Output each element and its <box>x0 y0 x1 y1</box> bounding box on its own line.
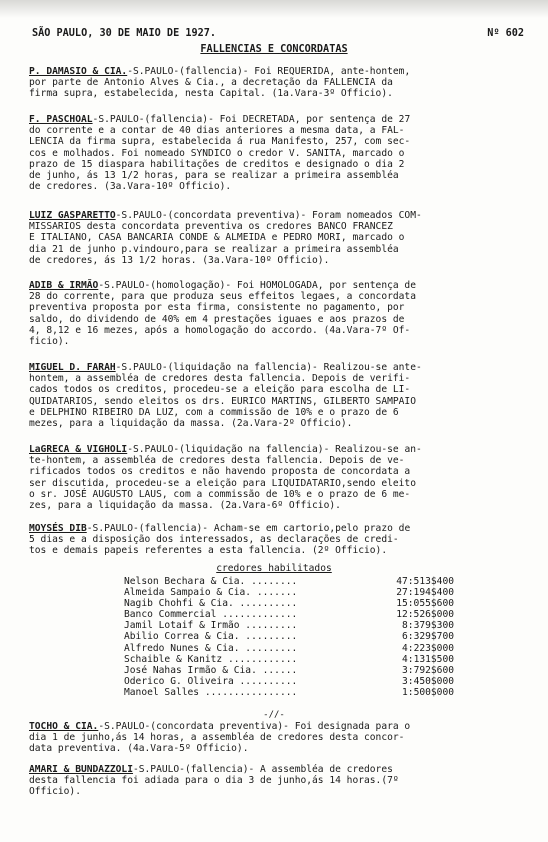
entry-name: MOYSÉS DIB <box>29 523 87 534</box>
creditor-row <box>124 643 454 654</box>
creditor-name: José Nahas Irmão & Cia. ...... <box>124 664 298 676</box>
entry-name: MIGUEL D. FARAH <box>29 362 116 373</box>
creditor-name: Manoel Salles ................ <box>124 686 298 698</box>
entry-text: -S.PAULO-(concordata preventiva)- Foram nomeados COM- MISSARIOS desta concordata preventiva os credores BANCO FRANCEZ E ITALIANO, CASA BANCARIA CONDE & ALMEIDA e PEDRO MORI, marcado o dia 21 de junho p.vindouro,para se realizar a primeira assembléa de credores, ás 13 1/2 horas. (3a.Vara-10º Officio). <box>29 210 422 266</box>
document-header <box>32 28 524 42</box>
creditor-name: Nagib Chohfi & Cia. .......... <box>124 598 298 610</box>
creditor-name: Almeida Sampaio & Cia. ....... <box>124 587 298 599</box>
creditor-amount: 4:223$000 <box>402 642 454 654</box>
creditor-amount: 6:329$700 <box>402 631 454 643</box>
creditor-amount: 4:131$500 <box>402 653 454 665</box>
entry-adib <box>29 280 529 347</box>
entry-text: -S.PAULO-(concordata preventiva)- Foi designada para o dia 1 de junho,ás 14 horas, a assembléa de credores desta concor- data preventiva. (4a.Vara-5º Officio). <box>29 721 411 755</box>
scan-top-edge <box>0 0 548 18</box>
creditor-name: Abilio Correa & Cia. ......... <box>124 631 298 643</box>
bulletin-number: Nº 602 <box>487 28 524 39</box>
creditor-amount: 1:500$000 <box>402 686 454 698</box>
creditor-row <box>124 631 454 642</box>
creditor-name: Banco Commercial ............. <box>124 609 298 621</box>
entry-text: -S.PAULO-(fallencia)- A assembléa de credores desta fallencia foi adiada para o dia 3 de junho,ás 14 horas.(7º Officio). <box>29 764 399 798</box>
entry-name: F. PASCHOAL <box>29 114 93 125</box>
creditor-row <box>124 587 454 598</box>
entry-text: -S.PAULO-(liquidação na fallencia)- Realizou-se an- te-hontem, a assembléa de credores desta fallencia. Depois de ve- rificados todos os creditos e não havendo proposta de concordata a ser discutida, procedeu-se a eleição para LIQUIDATARIO,sendo eleito o sr. JOSÉ AUGUSTO LAUS, com a commissão de 10% e o prazo de 6 me- zes, para a liquidação da massa. (2a.Vara-6º Officio). <box>29 444 422 512</box>
entry-moyses <box>29 523 529 557</box>
entry-text: -S.PAULO-(homologação)- Foi HOMOLOGADA, por sentença de 28 do corrente, para que produza seus effeitos legaes, a concordata preventiva proposta por esta firma, consistente no pagamento, por saldo, do dividendo de 40% em 4 prestações iguaes e aos prazos de 4, 8,12 e 16 mezes, após a homologação do accordo. (4a.Vara-7º Of- ficio). <box>29 280 416 348</box>
creditors-list <box>124 576 454 698</box>
creditor-row <box>124 576 454 587</box>
creditor-amount: 27:194$400 <box>396 587 454 599</box>
creditor-amount: 3:792$600 <box>402 664 454 676</box>
creditor-amount: 47:513$400 <box>396 576 454 587</box>
entry-tocho <box>29 721 529 755</box>
entry-damasio <box>29 66 529 100</box>
creditor-row <box>124 687 454 698</box>
header-date: SÃO PAULO, 30 DE MAIO DE 1927. <box>32 28 217 39</box>
creditor-row <box>124 609 454 620</box>
creditor-row <box>124 620 454 631</box>
entry-name: P. DAMASIO & CIA. <box>29 66 128 77</box>
creditor-name: Jamil Lotaif & Irmão ......... <box>124 620 298 632</box>
entry-farah <box>29 362 529 429</box>
entry-name: LUIZ GASPARETTO <box>29 210 116 221</box>
creditors-title: credores habilitados <box>216 563 332 574</box>
entry-text: -S.PAULO-(fallencia)- Foi DECRETADA, por sentença de 27 do corrente e a contar de 40 dias anteriores a mesma data, a FAL- LENCIA da firma supra, estabelecida á rua Manifesto, 257, com sec- cos e molhados. Foi nomeado SYNDICO o credor V. SANITA, marcado o prazo de 15 diaspara habilitações de creditos e designado o dia 2 de junho, ás 13 1/2 horas, para se realizar a primeira assembléa de credores. (3a.Vara-10º Officio). <box>29 114 411 193</box>
creditor-row <box>124 665 454 676</box>
section-title: FALLENCIAS E CONCORDATAS <box>200 44 348 55</box>
entry-text: -S.PAULO-(liquidação na fallencia)- Realizou-se ante- hontem, a assembléa de credores desta fallencia. Depois de verifi- cados todos os creditos, procedeu-se a eleição para escolha de LI- QUIDATARIOS, sendo eleitos os drs. EURICO MARTINS, GILBERTO SAMPAIO e DELPHINO RIBEIRO DA LUZ, com a commissão de 10% e o prazo de 6 mezes, para a liquidação da massa. (2a.Vara-2º Officio). <box>29 362 422 430</box>
creditor-name: Alfredo Nunes & Cia. ......... <box>124 642 298 654</box>
separator: -//- <box>263 710 285 720</box>
creditor-amount: 3:450$000 <box>402 675 454 687</box>
creditor-amount: 12:526$000 <box>396 609 454 621</box>
entry-lagreca <box>29 444 529 511</box>
entry-text: -S.PAULO-(fallencia)- Acham-se em cartorio,pelo prazo de 5 dias e a disposição dos interessados, as declarações de credi- tos e demais papeis referentes a esta fallencia. (2º Officio). <box>29 523 411 557</box>
creditor-amount: 8:379$300 <box>402 620 454 632</box>
creditor-row <box>124 676 454 687</box>
creditor-name: Schaible & Kanitz ............ <box>124 653 298 665</box>
entry-paschoal <box>29 114 529 192</box>
creditor-row <box>124 654 454 665</box>
entry-gasparetto <box>29 210 529 266</box>
creditor-row <box>124 598 454 609</box>
creditor-amount: 15:055$600 <box>396 598 454 610</box>
entry-text: -S.PAULO-(fallencia)- Foi REQUERIDA, ante-hontem, por parte de Antonio Alves & Cia., a decretação da FALLENCIA da firma supra, estabelecida, nesta Capital. (1a.Vara-3º Officio). <box>29 66 411 100</box>
creditor-name: Oderico G. Oliveira .......... <box>124 675 298 687</box>
entry-amari <box>29 764 529 798</box>
entry-name: TOCHO & CIA. <box>29 721 99 732</box>
entry-name: ADIB & IRMÃO <box>29 280 99 291</box>
creditor-name: Nelson Bechara & Cia. ........ <box>124 576 298 587</box>
entry-name: LaGRECA & VIGHOLI <box>29 444 128 455</box>
entry-name: AMARI & BUNDAZZOLI <box>29 764 133 775</box>
